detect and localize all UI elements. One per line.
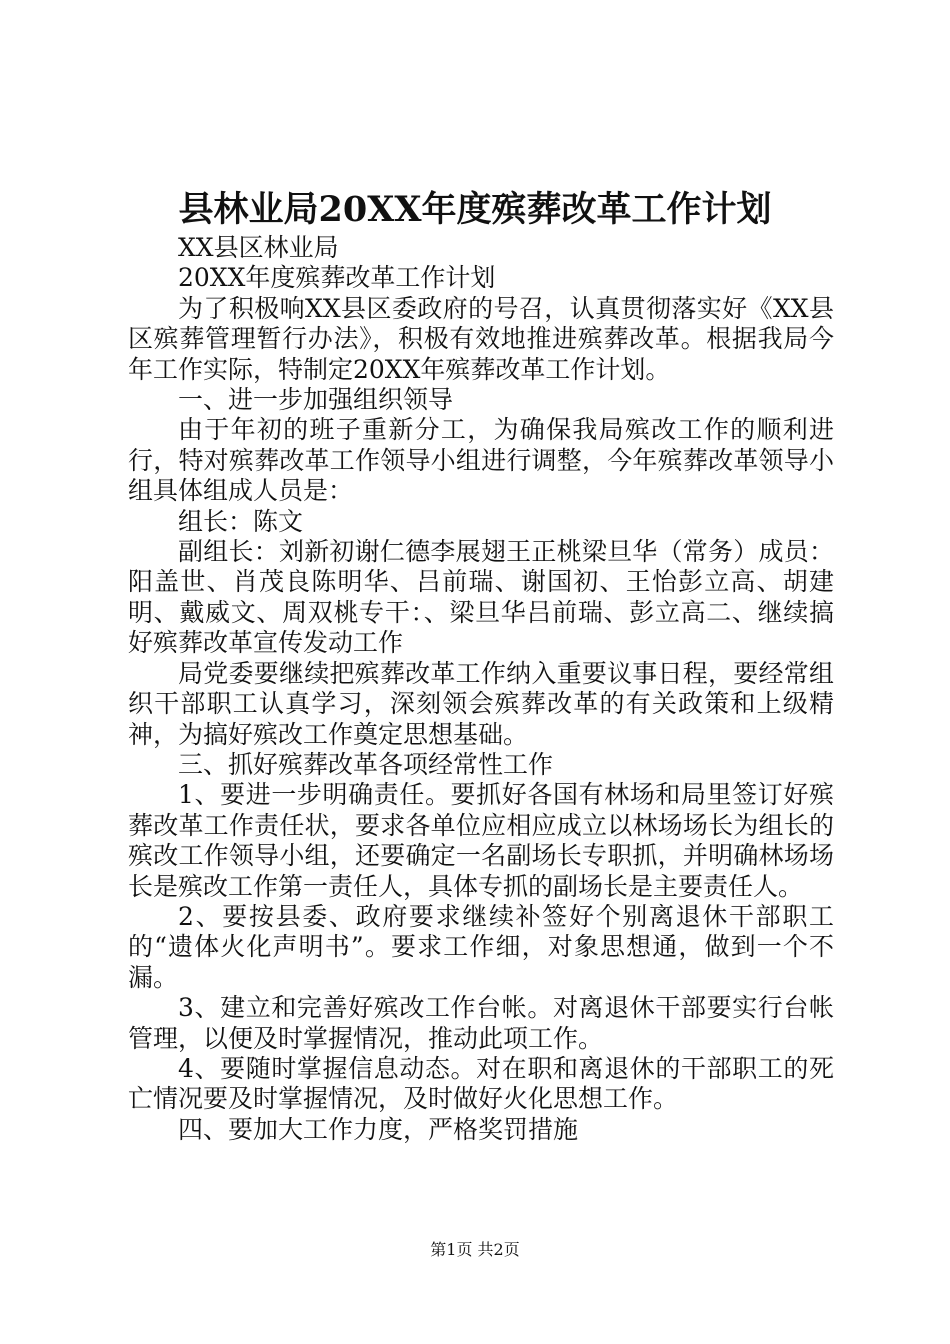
paragraph-item-1: 1、要进一步明确责任。要抓好各国有林场和局里签订好殡葬改革工作责任状，要求各单位应相应成立以林场场长为组长的殡改工作领导小组，还要确定一名副场长专职抓，并明确林场场长是殡改工作第一责任人，具体专抓的副场长是主要责任人。 xyxy=(128,780,834,901)
section-heading-4: 四、要加大工作力度，严格奖罚措施 xyxy=(178,1114,579,1144)
paragraph-intro: 为了积极响XX县区委政府的号召，认真贯彻落实好《XX县区殡葬管理暂行办法》，积极有效地推进殡葬改革。根据我局今年工作实际，特制定20XX年殡葬改革工作计划。 xyxy=(128,293,834,384)
paragraph-item-3: 3、建立和完善好殡改工作台帐。对离退休干部要实行台帐管理，以便及时掌握情况，推动此项工作。 xyxy=(128,993,834,1053)
document-title: 县林业局20XX年度殡葬改革工作计划 xyxy=(178,189,772,230)
paragraph-item-2: 2、要按县委、政府要求继续补签好个别离退休干部职工的“遗体火化声明书”。要求工作细，对象思想通，做到一个不漏。 xyxy=(128,901,834,992)
document-body xyxy=(128,233,834,1145)
paragraph-org-name: XX县区林业局 xyxy=(178,233,339,262)
paragraph-item-4: 4、要随时掌握信息动态。对在职和离退休的干部职工的死亡情况要及时掌握情况，及时做好火化思想工作。 xyxy=(128,1053,834,1114)
section-heading-3: 三、抓好殡葬改革各项经常性工作 xyxy=(178,749,554,779)
paragraph-section-1: 由于年初的班子重新分工，为确保我局殡改工作的顺利进行，特对殡葬改革工作领导小组进行调整，今年殡葬改革领导小组具体组成人员是： xyxy=(128,415,834,506)
paragraph-section-2: 局党委要继续把殡葬改革工作纳入重要议事日程，要经常组织干部职工认真学习，深刻领会殡葬改革的有关政策和上级精神，为搞好殡改工作奠定思想基础。 xyxy=(128,658,834,749)
page-footer: 第1页 共2页 xyxy=(430,1240,520,1259)
paragraph-subtitle: 20XX年度殡葬改革工作计划 xyxy=(178,263,496,293)
section-heading-1: 一、进一步加强组织领导 xyxy=(178,385,454,415)
paragraph-leader: 组长：陈文 xyxy=(178,506,304,536)
paragraph-members: 副组长：刘新初谢仁德李展翅王正桃梁旦华（常务）成员：阳盖世、肖茂良陈明华、吕前瑞、谢国初、王怡彭立高、胡建明、戴威文、周双桃专干：、梁旦华吕前瑞、彭立高二、继续搞好殡葬改革宣传发动工作 xyxy=(128,537,834,658)
